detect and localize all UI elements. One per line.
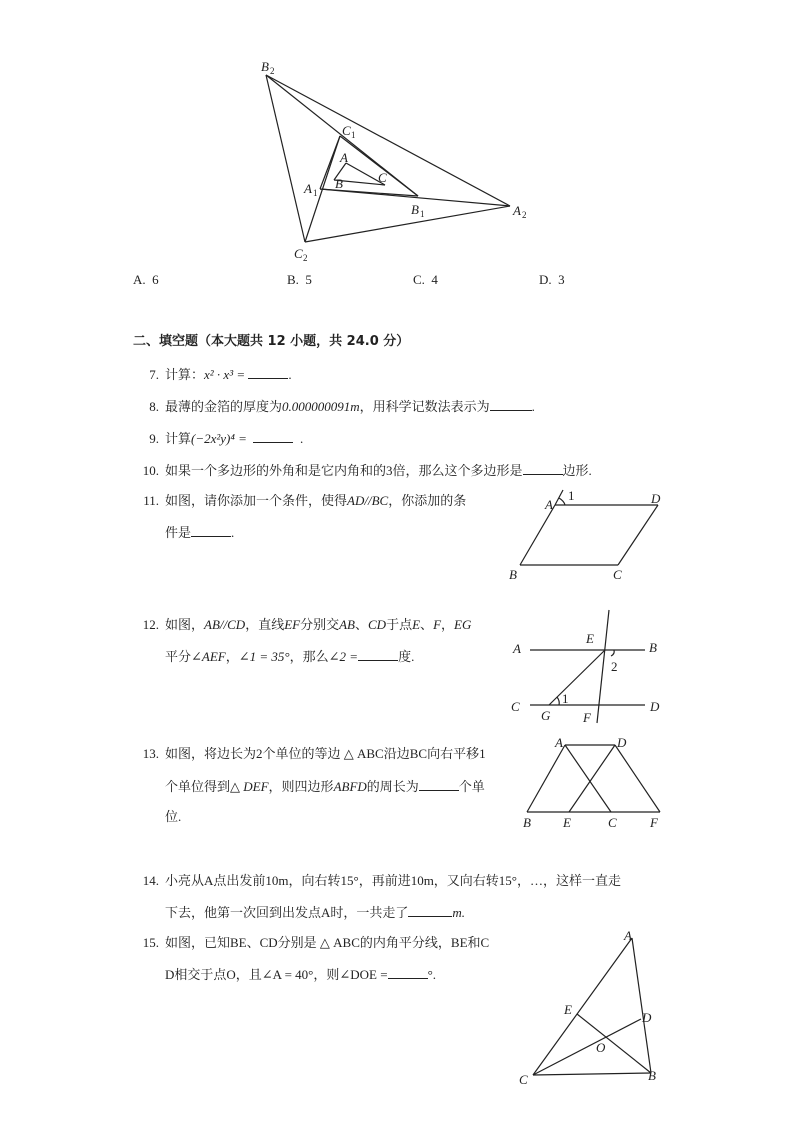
q12-t2: 分别交 — [300, 617, 340, 632]
q13-label-b: B — [523, 815, 531, 830]
label-c1-sub: 1 — [351, 130, 356, 140]
section-title: 二、填空题 — [133, 334, 199, 349]
figure-q15-angle-bisectors — [510, 920, 680, 1095]
q12-l2-m3: ∠2 = — [328, 649, 359, 664]
q15-label-b: B — [648, 1068, 656, 1083]
q11-label-c: C — [613, 567, 622, 582]
line-ef — [597, 610, 609, 723]
q9-number: 9. — [149, 431, 159, 446]
choice-b-label: B. — [287, 272, 299, 287]
q15-number: 15. — [142, 935, 159, 950]
q14-line1-text: 小亮从A点出发前10m，向右转15°，再前进10m，又向右转15°，…，这样一直走 — [165, 873, 622, 888]
q14-number: 14. — [142, 873, 159, 888]
q14-answer-blank[interactable] — [408, 902, 452, 917]
q15-post: °. — [427, 967, 437, 982]
q12-m7: EG — [454, 617, 472, 632]
q12-label-c: C — [511, 699, 520, 714]
q10-math: 3 — [386, 463, 393, 478]
choice-a-label: A. — [133, 272, 146, 287]
q12-m4: CD — [368, 617, 387, 632]
q12-label-1: 1 — [562, 691, 569, 706]
q12-l2-post: 度. — [398, 649, 415, 664]
q8-answer-blank[interactable] — [490, 396, 532, 411]
q11-label-b: B — [509, 567, 517, 582]
q8-mid: ，用科学记数法表示为 — [359, 399, 490, 414]
q12-m2: EF — [284, 617, 301, 632]
line-ac — [565, 745, 611, 812]
q11-label-1: 1 — [568, 488, 575, 503]
q13-l2-m1: △ DEF — [230, 779, 269, 794]
q12-t3: 、 — [355, 617, 369, 632]
q15-label-c: C — [519, 1072, 528, 1087]
question-14-line2 — [165, 902, 465, 923]
q10-post: 边形. — [562, 463, 592, 478]
q11-math: AD//BC — [347, 493, 389, 508]
question-12-line2 — [165, 646, 414, 667]
q12-l2-m2: ∠1 = 35° — [238, 649, 290, 664]
q11-label-a: A — [545, 497, 553, 512]
q7-math: x² · x³ = — [204, 367, 246, 382]
q9-math: (−2x²y)⁴ = — [191, 431, 247, 446]
question-13-line2 — [165, 776, 485, 797]
question-14-line1 — [133, 871, 621, 891]
line-ab — [632, 938, 651, 1073]
q11-number: 11. — [143, 493, 159, 508]
q11-post: . — [231, 525, 235, 540]
q12-t6: ， — [441, 617, 455, 632]
question-13-line3 — [165, 807, 181, 827]
line-cb — [533, 1073, 651, 1075]
label-b: B — [335, 176, 343, 191]
q13-number: 13. — [142, 746, 159, 761]
q12-label-a: A — [513, 641, 521, 656]
q12-l2-t0: 平分 — [165, 649, 192, 664]
q12-t5: 、 — [420, 617, 434, 632]
section-note: （本大题共 12 小题，共 24.0 分） — [198, 334, 410, 349]
q11-answer-blank[interactable] — [191, 522, 231, 537]
line-ac — [533, 938, 632, 1075]
choice-a — [133, 270, 159, 290]
label-a2-sub: 2 — [522, 210, 527, 220]
label-c2-sub: 2 — [303, 253, 308, 263]
q11-text: 如图，请你添加一个条件，使得 — [165, 493, 348, 508]
label-a: A — [340, 150, 348, 165]
q8-math: 0.000000091m — [282, 399, 360, 414]
q12-m1: AB//CD — [204, 617, 246, 632]
q13-label-e: E — [563, 815, 571, 830]
line-c2-a2 — [305, 206, 510, 242]
choice-d-label: D. — [539, 272, 552, 287]
q13-answer-blank[interactable] — [419, 776, 459, 791]
q13-l2-post: 的周长为 — [366, 779, 419, 794]
q12-label-e: E — [586, 631, 594, 646]
angle-2-arc — [611, 650, 614, 656]
q12-label-2: 2 — [611, 659, 618, 674]
q12-label-d: D — [650, 699, 660, 714]
q15-line1-text: 如图，已知BE、CD分别是 △ ABC的内角平分线，BE和C — [165, 935, 490, 950]
question-10 — [133, 460, 592, 481]
question-8 — [133, 396, 535, 417]
q15-label-o: O — [596, 1040, 606, 1055]
line-dc — [618, 505, 658, 565]
line-cd — [533, 1019, 641, 1075]
q12-t4: 于点 — [386, 617, 413, 632]
q13-label-f: F — [650, 815, 658, 830]
q10-answer-blank[interactable] — [523, 460, 563, 475]
q12-m6: F — [433, 617, 442, 632]
q13-label-a: A — [555, 735, 563, 750]
q15-line2-text: D相交于点O，且∠A = 40°，则∠DOE = — [165, 967, 388, 982]
q15-label-e: E — [564, 1002, 572, 1017]
q12-m5: E — [412, 617, 421, 632]
question-11-line2 — [165, 522, 234, 543]
q13-line1-text: 如图，将边长为2个单位的等边 △ ABC沿边BC向右平移1 — [165, 746, 486, 761]
q9-post: . — [299, 431, 304, 446]
q9-answer-blank[interactable] — [253, 428, 293, 443]
q13-l2-t0: 个单位得到 — [165, 779, 231, 794]
q12-label-b: B — [649, 640, 657, 655]
line-ab — [520, 505, 555, 565]
q15-label-d: D — [642, 1010, 652, 1025]
q11-label-d: D — [651, 491, 661, 506]
question-13-line1 — [133, 744, 486, 764]
q12-l2-m1: ∠AEF — [191, 649, 226, 664]
choice-d-value: 3 — [558, 272, 565, 287]
line-be — [577, 1014, 651, 1073]
angle-1-arc — [557, 697, 559, 705]
line-df — [615, 745, 660, 812]
q12-t0: 如图， — [165, 617, 205, 632]
q13-label-d: D — [617, 735, 627, 750]
q13-l2-mid: ，则四边形 — [268, 779, 334, 794]
label-a1: A — [304, 181, 312, 196]
q13-l2-end: 个单 — [458, 779, 485, 794]
q12-m3: AB — [339, 617, 355, 632]
q13-l2-m2: ABFD — [333, 779, 367, 794]
choice-c-label: C. — [413, 272, 425, 287]
label-b2-sub: 2 — [270, 66, 275, 76]
line-b2-a2 — [266, 75, 510, 206]
q10-mid: 倍，那么这个多边形是 — [392, 463, 523, 478]
question-12-line1 — [133, 615, 471, 635]
q12-l2-t2: ，那么 — [289, 649, 329, 664]
q9-text: 计算 — [165, 431, 192, 446]
q8-text: 最薄的金箔的厚度为 — [165, 399, 283, 414]
figure-nested-triangles — [250, 55, 540, 270]
label-a2: A — [513, 203, 521, 218]
line-ab-extension — [555, 490, 563, 505]
choice-c — [413, 270, 438, 290]
label-c2: C — [294, 246, 303, 261]
q12-l2-t1: ， — [225, 649, 239, 664]
q12-t1: ，直线 — [245, 617, 285, 632]
choice-a-value: 6 — [152, 272, 159, 287]
q12-answer-blank[interactable] — [358, 646, 398, 661]
choice-b-value: 5 — [305, 272, 312, 287]
q12-label-f: F — [583, 710, 591, 725]
choice-c-value: 4 — [431, 272, 438, 287]
q12-number: 12. — [142, 617, 159, 632]
figure-q13-translated-triangles — [515, 735, 675, 830]
choice-b — [287, 270, 312, 290]
q8-post: . — [531, 399, 535, 414]
label-c: C — [378, 170, 387, 185]
q7-number: 7. — [149, 367, 159, 382]
label-b1-sub: 1 — [420, 209, 425, 219]
label-a1-sub: 1 — [313, 188, 318, 198]
question-11-line1 — [133, 491, 466, 511]
q13-label-c: C — [608, 815, 617, 830]
choice-d — [539, 270, 565, 290]
question-15-line1 — [133, 933, 489, 953]
q10-number: 10. — [142, 463, 159, 478]
question-7 — [133, 364, 292, 385]
q11-text-end: ，你添加的条 — [388, 493, 467, 508]
line-de — [569, 745, 615, 812]
line-b2-c2 — [266, 75, 305, 242]
label-b2: B — [261, 59, 269, 74]
label-b1: B — [411, 202, 419, 217]
figure-q11-parallelogram — [505, 485, 675, 585]
label-c1: C — [342, 123, 351, 138]
question-9 — [133, 428, 303, 449]
q10-text: 如果一个多边形的外角和是它内角和的 — [165, 463, 387, 478]
question-15-line2 — [165, 964, 436, 985]
q7-text: 计算： — [165, 367, 205, 382]
q15-answer-blank[interactable] — [388, 964, 428, 979]
figure-q12-parallel-lines — [505, 605, 675, 730]
q7-post: . — [288, 367, 292, 382]
q8-number: 8. — [149, 399, 159, 414]
q7-answer-blank[interactable] — [248, 364, 288, 379]
q14-post: m. — [452, 905, 466, 920]
q12-label-g: G — [541, 708, 551, 723]
line-ab — [527, 745, 565, 812]
q15-label-a: A — [624, 928, 632, 943]
section-heading — [133, 332, 409, 352]
q14-line2-text: 下去，他第一次回到出发点A时，一共走了 — [165, 905, 409, 920]
q11-line2-text: 件是 — [165, 525, 192, 540]
q13-line3-text: 位. — [165, 809, 182, 824]
angle-1-arc — [559, 498, 565, 505]
